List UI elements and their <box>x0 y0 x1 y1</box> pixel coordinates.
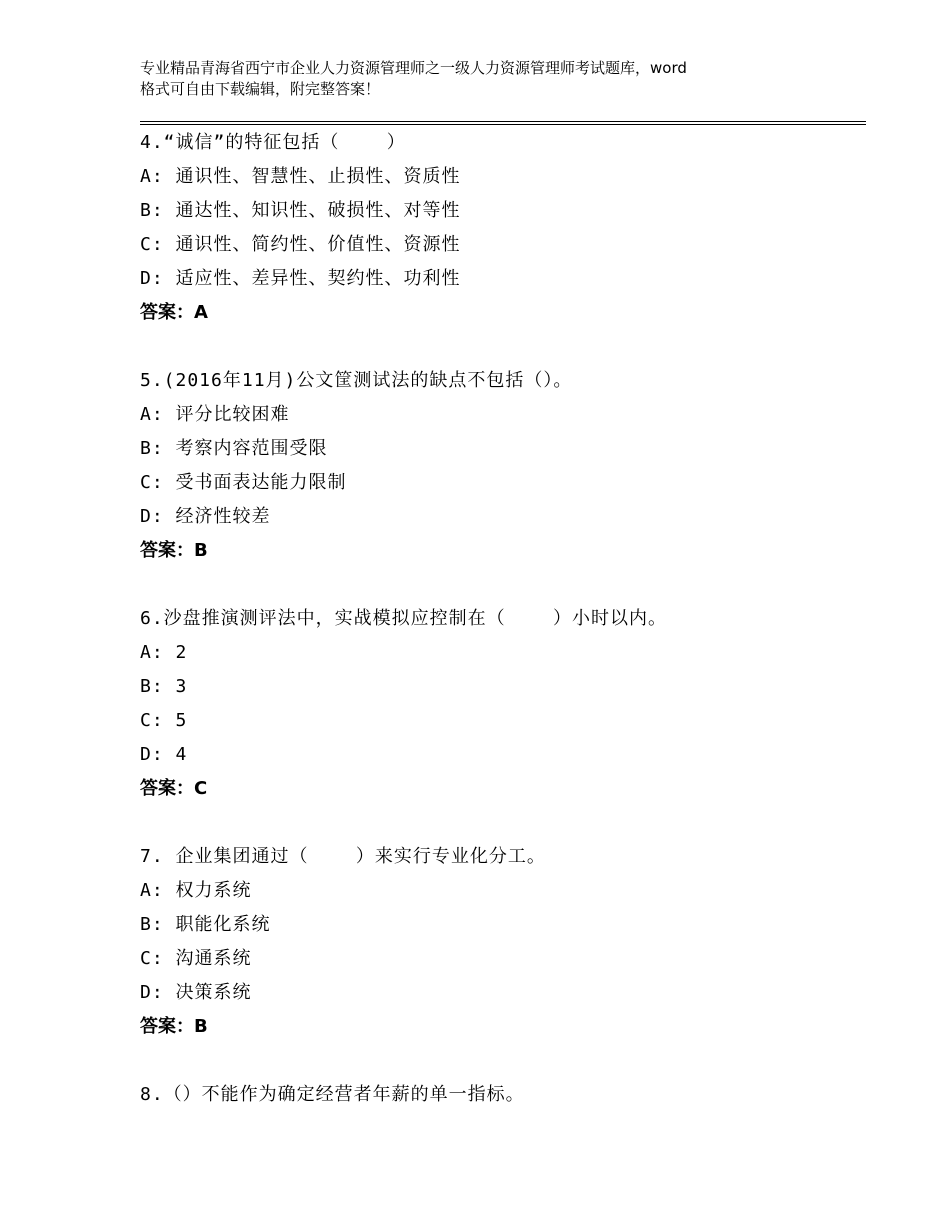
option-b: B: 职能化系统 <box>140 914 271 935</box>
option-c: C: 通识性、简约性、价值性、资源性 <box>140 234 461 255</box>
option-a: A: 通识性、智慧性、止损性、资质性 <box>140 166 461 187</box>
option-d: D: 经济性较差 <box>140 506 271 527</box>
option-d: D: 4 <box>140 744 188 765</box>
question-stem: 4.“诚信”的特征包括（ ） <box>140 132 406 153</box>
option-c: C: 沟通系统 <box>140 948 252 969</box>
option-d: D: 决策系统 <box>140 982 252 1003</box>
document-header <box>140 58 840 100</box>
option-a: A: 2 <box>140 642 188 663</box>
answer: 答案：A <box>140 302 208 323</box>
question-4 <box>140 126 860 330</box>
header-title-line-1: 专业精品青海省西宁市企业人力资源管理师之一级人力资源管理师考试题库，word <box>140 59 687 77</box>
answer: 答案：B <box>140 1016 208 1037</box>
question-8 <box>140 1078 860 1112</box>
question-stem: 8.（）不能作为确定经营者年薪的单一指标。 <box>140 1084 525 1105</box>
question-stem: 5.(2016年11月)公文筐测试法的缺点不包括（）。 <box>140 370 573 391</box>
question-7 <box>140 840 860 1044</box>
question-5 <box>140 364 860 568</box>
question-list <box>140 126 860 1146</box>
question-stem: 7. 企业集团通过（ ）来实行专业化分工。 <box>140 846 546 867</box>
option-c: C: 受书面表达能力限制 <box>140 472 347 493</box>
answer: 答案：C <box>140 778 208 799</box>
question-stem: 6.沙盘推演测评法中，实战模拟应控制在（ ）小时以内。 <box>140 608 668 629</box>
option-a: A: 评分比较困难 <box>140 404 290 425</box>
option-a: A: 权力系统 <box>140 880 252 901</box>
answer: 答案：B <box>140 540 208 561</box>
option-b: B: 3 <box>140 676 188 697</box>
option-b: B: 通达性、知识性、破损性、对等性 <box>140 200 461 221</box>
header-double-rule <box>140 121 866 125</box>
header-title-line-2: 格式可自由下载编辑，附完整答案！ <box>140 80 381 98</box>
question-6 <box>140 602 860 806</box>
option-d: D: 适应性、差异性、契约性、功利性 <box>140 268 461 289</box>
option-c: C: 5 <box>140 710 188 731</box>
option-b: B: 考察内容范围受限 <box>140 438 328 459</box>
